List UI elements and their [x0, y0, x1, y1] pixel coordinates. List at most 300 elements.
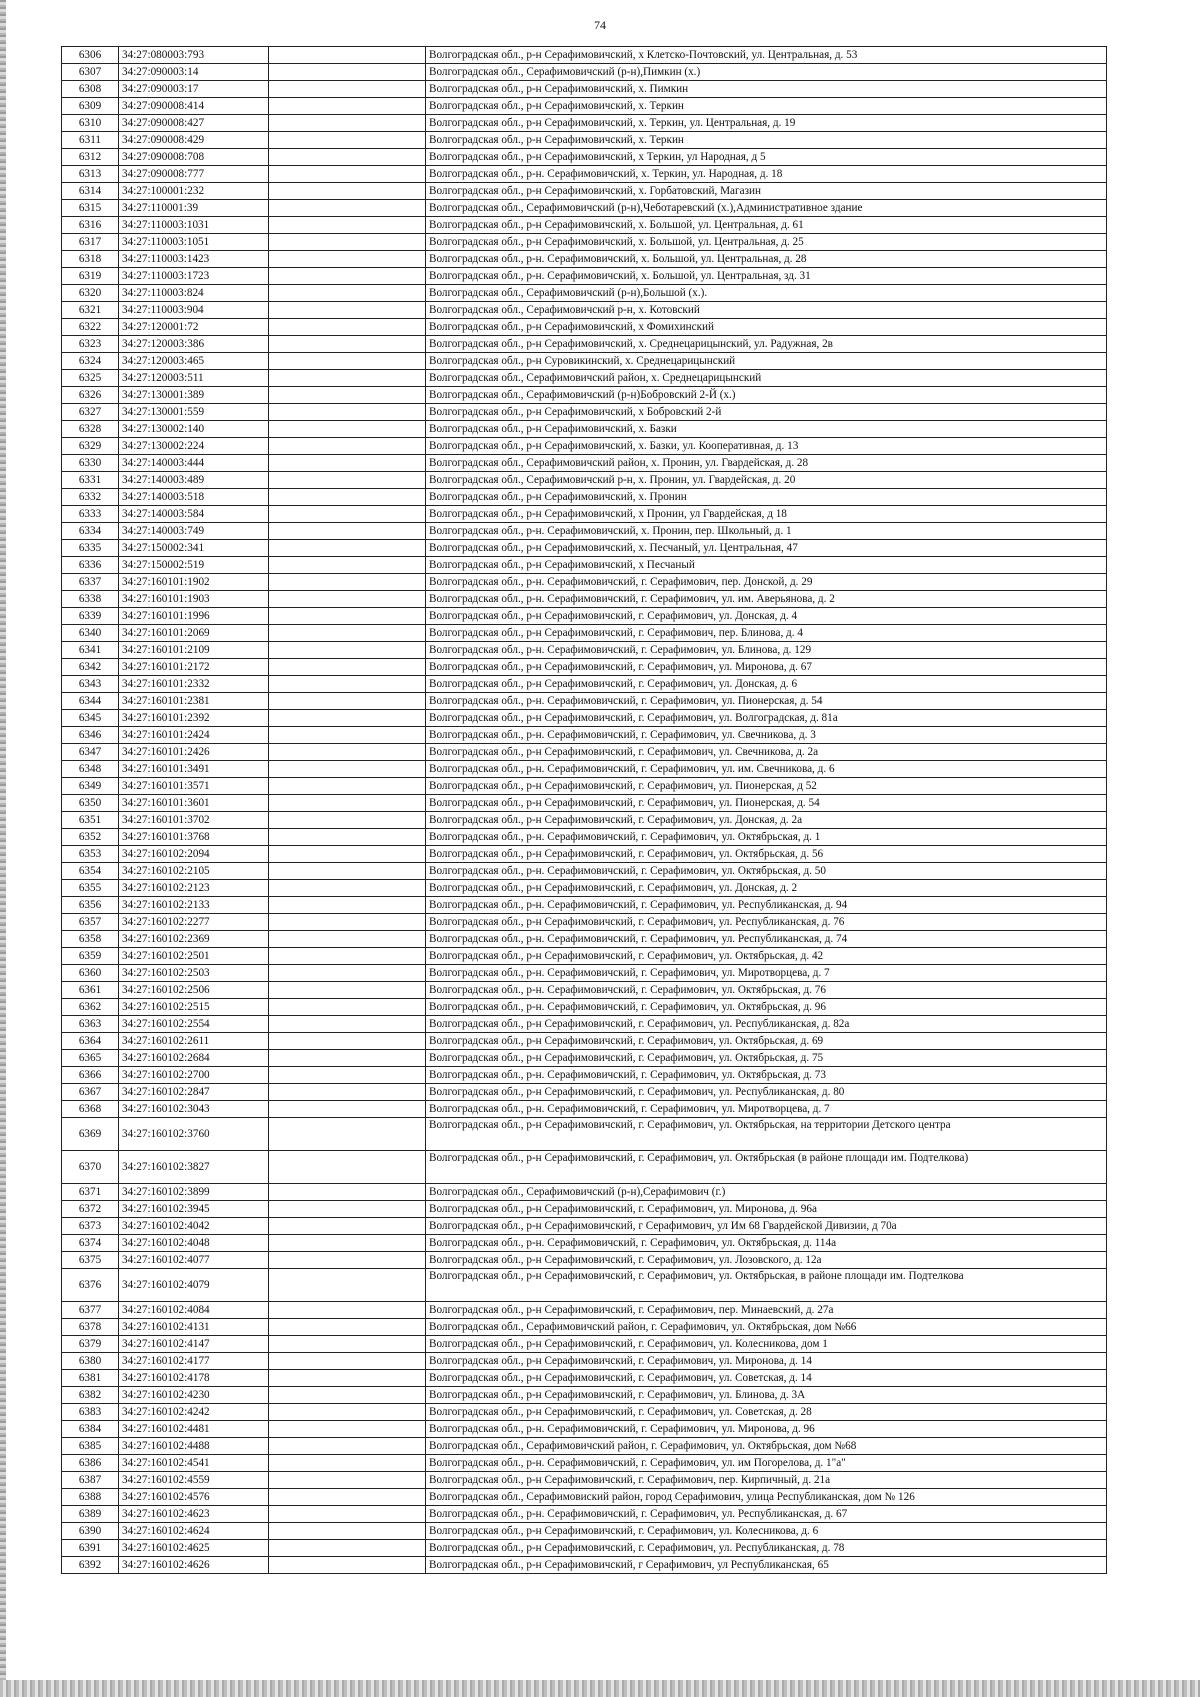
empty-cell: [269, 540, 426, 557]
address-cell: Волгоградская обл., р-н Серафимовичский, х. Большой, ул. Центральная, д. 25: [426, 234, 1107, 251]
table-row: [62, 285, 1107, 302]
table-row: [62, 98, 1107, 115]
table-row: [62, 1033, 1107, 1050]
table-row: [62, 217, 1107, 234]
cadastral-number-cell: 34:27:160102:4084: [119, 1302, 269, 1319]
cadastral-number-cell: 34:27:160102:4559: [119, 1472, 269, 1489]
row-number-cell: 6364: [62, 1033, 119, 1050]
table-row: [62, 387, 1107, 404]
table-row: [62, 1353, 1107, 1370]
table-row: [62, 880, 1107, 897]
table-row: [62, 1269, 1107, 1302]
row-number-cell: 6307: [62, 64, 119, 81]
cadastral-number-cell: 34:27:160102:4077: [119, 1252, 269, 1269]
cadastral-number-cell: 34:27:090003:14: [119, 64, 269, 81]
address-cell: Волгоградская обл., р-н Серафимовичский, г. Серафимович, ул. Октябрьская, д. 75: [426, 1050, 1107, 1067]
cadastral-number-cell: 34:27:110003:904: [119, 302, 269, 319]
table-row: [62, 1404, 1107, 1421]
row-number-cell: 6352: [62, 829, 119, 846]
row-number-cell: 6391: [62, 1540, 119, 1557]
empty-cell: [269, 1472, 426, 1489]
address-cell: Волгоградская обл., р-н. Серафимовичский, г. Серафимович, ул. Блинова, д. 129: [426, 642, 1107, 659]
empty-cell: [269, 863, 426, 880]
table-row: [62, 897, 1107, 914]
cadastral-number-cell: 34:27:150002:519: [119, 557, 269, 574]
table-row: [62, 931, 1107, 948]
row-number-cell: 6367: [62, 1084, 119, 1101]
cadastral-number-cell: 34:27:160102:4624: [119, 1523, 269, 1540]
address-cell: Волгоградская обл., р-н. Серафимовичский, х. Большой, ул. Центральная, д. 28: [426, 251, 1107, 268]
table-row: [62, 1370, 1107, 1387]
table-row: [62, 1438, 1107, 1455]
address-cell: Волгоградская обл., р-н. Серафимовичский, г. Серафимович, ул. Октябрьская, д. 76: [426, 982, 1107, 999]
table-row: [62, 47, 1107, 64]
address-cell: Волгоградская обл., Серафимовичский район, х. Пронин, ул. Гвардейская, д. 28: [426, 455, 1107, 472]
empty-cell: [269, 1506, 426, 1523]
address-cell: Волгоградская обл., р-н Серафимовичский, г. Серафимович, ул. Октябрьская (в районе площади им. Подтелкова): [426, 1151, 1107, 1184]
address-cell: Волгоградская обл., р-н Серафимовичский, х. Базки: [426, 421, 1107, 438]
address-cell: Волгоградская обл., р-н Серафимовичский, х. Теркин: [426, 98, 1107, 115]
address-cell: Волгоградская обл., Серафимовичский (р-н),Серафимович (г.): [426, 1184, 1107, 1201]
empty-cell: [269, 1336, 426, 1353]
address-cell: Волгоградская обл., р-н. Серафимовичский, х. Теркин, ул. Народная, д. 18: [426, 166, 1107, 183]
row-number-cell: 6318: [62, 251, 119, 268]
row-number-cell: 6324: [62, 353, 119, 370]
cadastral-number-cell: 34:27:140003:489: [119, 472, 269, 489]
table-row: [62, 693, 1107, 710]
cadastral-number-cell: 34:27:160102:2847: [119, 1084, 269, 1101]
address-cell: Волгоградская обл., р-н Серафимовичский, г. Серафимович, ул. Свечникова, д. 2а: [426, 744, 1107, 761]
row-number-cell: 6337: [62, 574, 119, 591]
scan-edge-left: [0, 0, 6, 1697]
row-number-cell: 6325: [62, 370, 119, 387]
address-cell: Волгоградская обл., Серафимовичский (р-н),Большой (х.).: [426, 285, 1107, 302]
table-row: [62, 183, 1107, 200]
address-cell: Волгоградская обл., р-н Серафимовичский, х. Песчаный, ул. Центральная, 47: [426, 540, 1107, 557]
row-number-cell: 6359: [62, 948, 119, 965]
table-row: [62, 489, 1107, 506]
cadastral-number-cell: 34:27:160102:4541: [119, 1455, 269, 1472]
empty-cell: [269, 302, 426, 319]
table-row: [62, 625, 1107, 642]
address-cell: Волгоградская обл., р-н Серафимовичский, г. Серафимович, ул. Колесникова, д. 6: [426, 1523, 1107, 1540]
table-row: [62, 642, 1107, 659]
cadastral-number-cell: 34:27:160102:2369: [119, 931, 269, 948]
table-row: [62, 1252, 1107, 1269]
table-row: [62, 1489, 1107, 1506]
address-cell: Волгоградская обл., р-н. Серафимовичский, г. Серафимович, ул. Свечникова, д. 3: [426, 727, 1107, 744]
cadastral-number-cell: 34:27:120003:465: [119, 353, 269, 370]
empty-cell: [269, 1319, 426, 1336]
cadastral-number-cell: 34:27:130001:559: [119, 404, 269, 421]
cadastral-number-cell: 34:27:160101:3768: [119, 829, 269, 846]
empty-cell: [269, 1302, 426, 1319]
row-number-cell: 6356: [62, 897, 119, 914]
address-cell: Волгоградская обл., р-н Серафимовичский, х. Пимкин: [426, 81, 1107, 98]
row-number-cell: 6363: [62, 1016, 119, 1033]
row-number-cell: 6330: [62, 455, 119, 472]
address-cell: Волгоградская обл., р-н Серафимовичский, г. Серафимович, ул. Донская, д. 6: [426, 676, 1107, 693]
empty-cell: [269, 1033, 426, 1050]
empty-cell: [269, 1523, 426, 1540]
table-row: [62, 744, 1107, 761]
table-row: [62, 1084, 1107, 1101]
row-number-cell: 6389: [62, 1506, 119, 1523]
row-number-cell: 6365: [62, 1050, 119, 1067]
cadastral-number-cell: 34:27:160102:4626: [119, 1557, 269, 1574]
table-row: [62, 1336, 1107, 1353]
cadastral-number-cell: 34:27:160102:4147: [119, 1336, 269, 1353]
row-number-cell: 6310: [62, 115, 119, 132]
cadastral-number-cell: 34:27:120003:386: [119, 336, 269, 353]
address-cell: Волгоградская обл., Серафимовичский район, г. Серафимович, ул. Октябрьская, дом №68: [426, 1438, 1107, 1455]
cadastral-number-cell: 34:27:160102:3827: [119, 1151, 269, 1184]
address-cell: Волгоградская обл., р-н Серафимовичский, г. Серафимович, ул. Миронова, д. 96а: [426, 1201, 1107, 1218]
address-cell: Волгоградская обл., р-н. Серафимовичский, г. Серафимович, ул. им Погорелова, д. 1"а": [426, 1455, 1107, 1472]
empty-cell: [269, 268, 426, 285]
empty-cell: [269, 1218, 426, 1235]
table-row: [62, 353, 1107, 370]
address-cell: Волгоградская обл., р-н Серафимовичский, г. Серафимович, ул. Донская, д. 2: [426, 880, 1107, 897]
row-number-cell: 6354: [62, 863, 119, 880]
address-cell: Волгоградская обл., р-н Серафимовичский, г. Серафимович, ул. Миронова, д. 14: [426, 1353, 1107, 1370]
address-cell: Волгоградская обл., р-н Серафимовичский, г. Серафимович, ул. Республиканская, д. 76: [426, 914, 1107, 931]
empty-cell: [269, 183, 426, 200]
row-number-cell: 6326: [62, 387, 119, 404]
row-number-cell: 6373: [62, 1218, 119, 1235]
table-row: [62, 506, 1107, 523]
cadastral-number-cell: 34:27:160101:2424: [119, 727, 269, 744]
table-row: [62, 982, 1107, 999]
address-cell: Волгоградская обл., р-н Серафимовичский, г. Серафимович, ул. Волгоградская, д. 81а: [426, 710, 1107, 727]
row-number-cell: 6345: [62, 710, 119, 727]
address-cell: Волгоградская обл., р-н Серафимовичский, г. Серафимович, ул. Октябрьская, д. 42: [426, 948, 1107, 965]
row-number-cell: 6348: [62, 761, 119, 778]
cadastral-number-cell: 34:27:160101:2172: [119, 659, 269, 676]
cadastral-number-cell: 34:27:160102:4131: [119, 1319, 269, 1336]
row-number-cell: 6376: [62, 1269, 119, 1302]
address-cell: Волгоградская обл., р-н. Серафимовичский, г. Серафимович, ул. Республиканская, д. 74: [426, 931, 1107, 948]
empty-cell: [269, 115, 426, 132]
row-number-cell: 6353: [62, 846, 119, 863]
address-cell: Волгоградская обл., р-н Серафимовичский, г. Серафимович, ул. Блинова, д. 3А: [426, 1387, 1107, 1404]
empty-cell: [269, 1370, 426, 1387]
address-cell: Волгоградская обл., Серафимовичский (р-н)Бобровский 2-Й (х.): [426, 387, 1107, 404]
cadastral-number-cell: 34:27:160101:3601: [119, 795, 269, 812]
cadastral-number-cell: 34:27:160101:2381: [119, 693, 269, 710]
table-row: [62, 81, 1107, 98]
empty-cell: [269, 251, 426, 268]
table-row: [62, 829, 1107, 846]
address-cell: Волгоградская обл., р-н Серафимовичский, г. Серафимович, ул. Октябрьская, д. 56: [426, 846, 1107, 863]
address-cell: Волгоградская обл., р-н Серафимовичский, г. Серафимович, ул. Пионерская, д. 54: [426, 795, 1107, 812]
cadastral-number-cell: 34:27:160101:2392: [119, 710, 269, 727]
address-cell: Волгоградская обл., р-н Суровикинский, х. Среднецарицынский: [426, 353, 1107, 370]
cadastral-number-cell: 34:27:160102:4481: [119, 1421, 269, 1438]
empty-cell: [269, 1067, 426, 1084]
cadastral-number-cell: 34:27:130001:389: [119, 387, 269, 404]
empty-cell: [269, 1438, 426, 1455]
row-number-cell: 6329: [62, 438, 119, 455]
empty-cell: [269, 608, 426, 625]
row-number-cell: 6341: [62, 642, 119, 659]
empty-cell: [269, 1353, 426, 1370]
empty-cell: [269, 1084, 426, 1101]
address-cell: Волгоградская обл., р-н. Серафимовичский, г. Серафимович, ул. Миротворцева, д. 7: [426, 1101, 1107, 1118]
table-row: [62, 455, 1107, 472]
address-cell: Волгоградская обл., р-н Серафимовичский, г. Серафимович, ул. Октябрьская, д. 69: [426, 1033, 1107, 1050]
address-cell: Волгоградская обл., р-н Серафимовичский, г. Серафимович, ул. Советская, д. 28: [426, 1404, 1107, 1421]
address-cell: Волгоградская обл., р-н Серафимовичский, г. Серафимович, ул. Октябрьская, на территории Детского центра: [426, 1118, 1107, 1151]
cadastral-number-cell: 34:27:160102:2611: [119, 1033, 269, 1050]
row-number-cell: 6333: [62, 506, 119, 523]
address-cell: Волгоградская обл., р-н Серафимовичский, х. Горбатовский, Магазин: [426, 183, 1107, 200]
empty-cell: [269, 166, 426, 183]
address-cell: Волгоградская обл., р-н. Серафимовичский, г. Серафимович, ул. им. Аверьянова, д. 2: [426, 591, 1107, 608]
table-row: [62, 421, 1107, 438]
cadastral-number-cell: 34:27:120003:511: [119, 370, 269, 387]
address-cell: Волгоградская обл., р-н Серафимовичский, х Теркин, ул Народная, д 5: [426, 149, 1107, 166]
table-row: [62, 336, 1107, 353]
row-number-cell: 6338: [62, 591, 119, 608]
cadastral-number-cell: 34:27:160101:2426: [119, 744, 269, 761]
address-cell: Волгоградская обл., р-н Серафимовичский, х Клетско-Почтовский, ул. Центральная, д. 53: [426, 47, 1107, 64]
address-cell: Волгоградская обл., Серафимовичский район, х. Среднецарицынский: [426, 370, 1107, 387]
table-row: [62, 438, 1107, 455]
empty-cell: [269, 676, 426, 693]
empty-cell: [269, 98, 426, 115]
row-number-cell: 6385: [62, 1438, 119, 1455]
address-cell: Волгоградская обл., р-н Серафимовичский, г. Серафимович, ул. Лозовского, д. 12а: [426, 1252, 1107, 1269]
empty-cell: [269, 1184, 426, 1201]
empty-cell: [269, 574, 426, 591]
cadastral-number-cell: 34:27:090008:429: [119, 132, 269, 149]
address-cell: Волгоградская обл., р-н Серафимовичский, г. Серафимович, пер. Блинова, д. 4: [426, 625, 1107, 642]
table-row: [62, 1557, 1107, 1574]
empty-cell: [269, 489, 426, 506]
table-row: [62, 999, 1107, 1016]
address-cell: Волгоградская обл., Серафимовичский район, г. Серафимович, ул. Октябрьская, дом №66: [426, 1319, 1107, 1336]
empty-cell: [269, 846, 426, 863]
table-row: [62, 1421, 1107, 1438]
empty-cell: [269, 1387, 426, 1404]
empty-cell: [269, 1421, 426, 1438]
address-cell: Волгоградская обл., р-н Серафимовичский, х. Пронин: [426, 489, 1107, 506]
address-cell: Волгоградская обл., р-н Серафимовичский, г. Серафимович, ул. Пионерская, д 52: [426, 778, 1107, 795]
table-row: [62, 1387, 1107, 1404]
row-number-cell: 6332: [62, 489, 119, 506]
empty-cell: [269, 1101, 426, 1118]
address-cell: Волгоградская обл., р-н Серафимовичский, х. Большой, ул. Центральная, д. 61: [426, 217, 1107, 234]
empty-cell: [269, 812, 426, 829]
empty-cell: [269, 336, 426, 353]
row-number-cell: 6390: [62, 1523, 119, 1540]
empty-cell: [269, 778, 426, 795]
page-number: 74: [594, 18, 606, 32]
table-row: [62, 251, 1107, 268]
address-cell: Волгоградская обл., р-н Серафимовичский, х Пронин, ул Гвардейская, д 18: [426, 506, 1107, 523]
row-number-cell: 6383: [62, 1404, 119, 1421]
cadastral-number-cell: 34:27:160101:3491: [119, 761, 269, 778]
address-cell: Волгоградская обл., р-н Серафимовичский, х. Теркин, ул. Центральная, д. 19: [426, 115, 1107, 132]
cadastral-number-cell: 34:27:160102:4177: [119, 1353, 269, 1370]
cadastral-number-cell: 34:27:110003:824: [119, 285, 269, 302]
table-row: [62, 948, 1107, 965]
row-number-cell: 6351: [62, 812, 119, 829]
cadastral-number-cell: 34:27:110003:1051: [119, 234, 269, 251]
cadastral-number-cell: 34:27:160102:4178: [119, 1370, 269, 1387]
address-cell: Волгоградская обл., Серафимовичский р-н, х. Пронин, ул. Гвардейская, д. 20: [426, 472, 1107, 489]
cadastral-number-cell: 34:27:160101:3571: [119, 778, 269, 795]
empty-cell: [269, 387, 426, 404]
cadastral-number-cell: 34:27:160102:2133: [119, 897, 269, 914]
row-number-cell: 6350: [62, 795, 119, 812]
empty-cell: [269, 285, 426, 302]
cadastral-number-cell: 34:27:090003:17: [119, 81, 269, 98]
address-cell: Волгоградская обл., р-н Серафимовичский, г. Серафимович, ул. Республиканская, д. 82а: [426, 1016, 1107, 1033]
address-cell: Волгоградская обл., Серафимовичский (р-н),Пимкин (х.): [426, 64, 1107, 81]
cadastral-number-cell: 34:27:160102:2515: [119, 999, 269, 1016]
table-row: [62, 1016, 1107, 1033]
table-row: [62, 863, 1107, 880]
table-row: [62, 659, 1107, 676]
row-number-cell: 6360: [62, 965, 119, 982]
cadastral-number-cell: 34:27:160102:4079: [119, 1269, 269, 1302]
row-number-cell: 6380: [62, 1353, 119, 1370]
cadastral-number-cell: 34:27:160102:2277: [119, 914, 269, 931]
row-number-cell: 6339: [62, 608, 119, 625]
empty-cell: [269, 1201, 426, 1218]
table-row: [62, 1151, 1107, 1184]
empty-cell: [269, 506, 426, 523]
empty-cell: [269, 659, 426, 676]
empty-cell: [269, 1235, 426, 1252]
table-row: [62, 1455, 1107, 1472]
row-number-cell: 6357: [62, 914, 119, 931]
cadastral-number-cell: 34:27:100001:232: [119, 183, 269, 200]
row-number-cell: 6336: [62, 557, 119, 574]
empty-cell: [269, 370, 426, 387]
row-number-cell: 6370: [62, 1151, 119, 1184]
address-cell: Волгоградская обл., р-н. Серафимовичский, г. Серафимович, ул. Октябрьская, д. 50: [426, 863, 1107, 880]
cadastral-number-cell: 34:27:160102:3043: [119, 1101, 269, 1118]
table-row: [62, 710, 1107, 727]
address-cell: Волгоградская обл., р-н Серафимовичский, г. Серафимович, ул. Донская, д. 4: [426, 608, 1107, 625]
cadastral-number-cell: 34:27:090008:414: [119, 98, 269, 115]
empty-cell: [269, 47, 426, 64]
empty-cell: [269, 81, 426, 98]
empty-cell: [269, 149, 426, 166]
address-cell: Волгоградская обл., р-н Серафимовичский, г. Серафимович, ул. Республиканская, д. 80: [426, 1084, 1107, 1101]
cadastral-number-cell: 34:27:110003:1423: [119, 251, 269, 268]
cadastral-number-cell: 34:27:160102:3899: [119, 1184, 269, 1201]
cadastral-number-cell: 34:27:160102:2700: [119, 1067, 269, 1084]
cadastral-number-cell: 34:27:160102:4048: [119, 1235, 269, 1252]
table-row: [62, 132, 1107, 149]
empty-cell: [269, 1016, 426, 1033]
cadastral-number-cell: 34:27:160102:2094: [119, 846, 269, 863]
empty-cell: [269, 710, 426, 727]
cadastral-number-cell: 34:27:160102:4242: [119, 1404, 269, 1421]
table-row: [62, 319, 1107, 336]
empty-cell: [269, 880, 426, 897]
table-row: [62, 523, 1107, 540]
row-number-cell: 6372: [62, 1201, 119, 1218]
row-number-cell: 6346: [62, 727, 119, 744]
empty-cell: [269, 557, 426, 574]
address-cell: Волгоградская обл., р-н Серафимовичский, х. Теркин: [426, 132, 1107, 149]
table-row: [62, 166, 1107, 183]
table-row: [62, 234, 1107, 251]
row-number-cell: 6344: [62, 693, 119, 710]
address-cell: Волгоградская обл., р-н. Серафимовичский, г. Серафимович, ул. Республиканская, д. 67: [426, 1506, 1107, 1523]
table-row: [62, 472, 1107, 489]
cadastral-number-cell: 34:27:160102:4230: [119, 1387, 269, 1404]
empty-cell: [269, 319, 426, 336]
address-cell: Волгоградская обл., Серафимовичский (р-н),Чеботаревский (х.),Административное здание: [426, 200, 1107, 217]
table-row: [62, 727, 1107, 744]
empty-cell: [269, 591, 426, 608]
scan-edge-bottom: [0, 1680, 1200, 1697]
row-number-cell: 6374: [62, 1235, 119, 1252]
row-number-cell: 6342: [62, 659, 119, 676]
cadastral-number-cell: 34:27:160101:1902: [119, 574, 269, 591]
row-number-cell: 6331: [62, 472, 119, 489]
empty-cell: [269, 1540, 426, 1557]
table-row: [62, 574, 1107, 591]
row-number-cell: 6343: [62, 676, 119, 693]
row-number-cell: 6368: [62, 1101, 119, 1118]
empty-cell: [269, 1489, 426, 1506]
cadastral-number-cell: 34:27:160101:3702: [119, 812, 269, 829]
table-row: [62, 149, 1107, 166]
table-row: [62, 1101, 1107, 1118]
row-number-cell: 6327: [62, 404, 119, 421]
table-row: [62, 1472, 1107, 1489]
table-row: [62, 846, 1107, 863]
table-row: [62, 1067, 1107, 1084]
address-cell: Волгоградская обл., р-н Серафимовичский, г. Серафимович, ул. Донская, д. 2а: [426, 812, 1107, 829]
row-number-cell: 6361: [62, 982, 119, 999]
cadastral-number-cell: 34:27:160101:1903: [119, 591, 269, 608]
table-row: [62, 302, 1107, 319]
cadastral-number-cell: 34:27:160101:2109: [119, 642, 269, 659]
address-cell: Волгоградская обл., р-н Серафимовичский, г. Серафимович, ул. Советская, д. 14: [426, 1370, 1107, 1387]
address-cell: Волгоградская обл., р-н Серафимовичский, г Серафимович, ул Республиканская, 65: [426, 1557, 1107, 1574]
cadastral-number-cell: 34:27:160102:3945: [119, 1201, 269, 1218]
address-cell: Волгоградская обл., р-н. Серафимовичский, г. Серафимович, ул. Республиканская, д. 94: [426, 897, 1107, 914]
address-cell: Волгоградская обл., р-н Серафимовичский, г. Серафимович, ул. Миронова, д. 67: [426, 659, 1107, 676]
address-cell: Волгоградская обл., р-н. Серафимовичский, х. Большой, ул. Центральная, зд. 31: [426, 268, 1107, 285]
row-number-cell: 6355: [62, 880, 119, 897]
empty-cell: [269, 965, 426, 982]
cadastral-number-cell: 34:27:160102:2506: [119, 982, 269, 999]
cadastral-number-cell: 34:27:150002:341: [119, 540, 269, 557]
empty-cell: [269, 914, 426, 931]
cadastral-number-cell: 34:27:160102:4623: [119, 1506, 269, 1523]
row-number-cell: 6366: [62, 1067, 119, 1084]
address-cell: Волгоградская обл., р-н Серафимовичский, х Песчаный: [426, 557, 1107, 574]
row-number-cell: 6378: [62, 1319, 119, 1336]
cadastral-number-cell: 34:27:160102:3760: [119, 1118, 269, 1151]
table-row: [62, 1235, 1107, 1252]
address-cell: Волгоградская обл., Серафимовичский р-н, х. Котовский: [426, 302, 1107, 319]
empty-cell: [269, 1118, 426, 1151]
address-cell: Волгоградская обл., р-н. Серафимовичский, г. Серафимович, ул. Миронова, д. 96: [426, 1421, 1107, 1438]
empty-cell: [269, 693, 426, 710]
cadastral-number-cell: 34:27:140003:518: [119, 489, 269, 506]
row-number-cell: 6371: [62, 1184, 119, 1201]
